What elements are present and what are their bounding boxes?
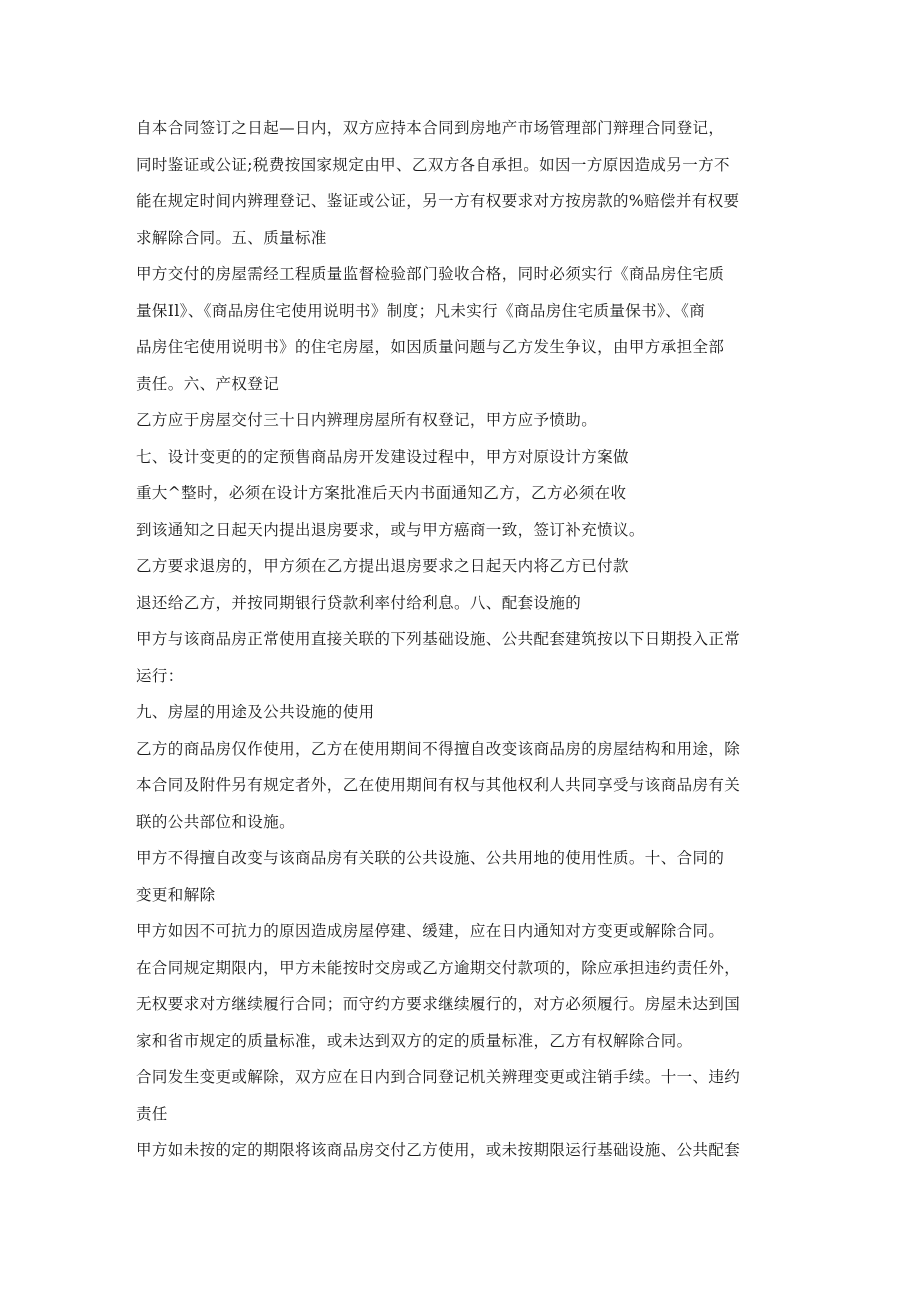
- text-line: 甲方如因不可抗力的原因造成房屋停建、缓建，应在日内通知对方变更或解除合同。: [136, 922, 725, 940]
- section-heading-line: 求解除合同。五、质量标准: [136, 228, 327, 247]
- section-heading-line: 甲方不得擅自改变与该商品房有关联的公共设施、公共用地的使用性质。十、合同的: [136, 849, 725, 867]
- text-line: 责任: [136, 1104, 168, 1123]
- text-line: 到该通知之日起天内提出退房要求，或与甲方癌商一致，签订补充愤议。: [136, 520, 645, 539]
- text-line: 量保Il》、《商品房住宅使用说明书》制度；凡未实行《商品房住宅质量保书》、《商: [136, 301, 706, 320]
- text-line: 品房住宅使用说明书》的住宅房屋，如因质量问题与乙方发生争议，由甲方承担全部: [136, 338, 725, 356]
- section-heading-line: 责任。六、产权登记: [136, 374, 280, 393]
- text-line: 同时鉴证或公证;税费按国家规定由甲、乙双方各自承担。如因一方原因造成另一方不: [136, 155, 730, 174]
- text-line: 乙方应于房屋交付三十日内辨理房屋所有权登记，甲方应予愤助。: [136, 411, 598, 429]
- text-line: 能在规定时间内辨理登记、鉴证或公证，另一方有权要求对方按房款的%赔偿并有权要: [136, 192, 740, 210]
- text-line: 运行：: [136, 666, 184, 685]
- text-line: 重大^整时，必须在设计方案批准后天内书面通知乙方，乙方必须在收: [136, 484, 627, 502]
- text-line: 变更和解除: [136, 885, 216, 904]
- text-line: 本合同及附件另有规定者外，乙在使用期间有权与其他权利人共同享受与该商品房有关: [136, 776, 741, 794]
- text-line: 甲方交付的房屋需经工程质量监督检验部门验收合格，同时必须实行《商品房住宅质: [136, 265, 725, 283]
- text-line: 自本合同签订之日起—日内，双方应持本合同到房地产市场管理部门辩理合同登记，: [136, 119, 725, 137]
- text-line: 甲方如未按的定的期限将该商品房交付乙方使用，或未按期限运行基础设施、公共配套: [136, 1141, 741, 1159]
- text-line: 无权要求对方继续履行合同；而守约方要求继续履行的，对方必须履行。房屋未达到国: [136, 995, 741, 1013]
- text-line: 乙方要求退房的，甲方须在乙方提出退房要求之日起天内将乙方已付款: [136, 557, 629, 575]
- contract-body-text: [136, 114, 796, 1173]
- text-line: 联的公共部位和设施。: [136, 812, 296, 831]
- section-heading-line: 七、设计变更的的定预售商品房开发建设过程中，甲方对原设计方案做: [136, 447, 629, 466]
- text-line: 在合同规定期限内，甲方未能按时交房或乙方逾期交付款项的，除应承担违约责任外，: [136, 958, 741, 977]
- section-heading-line: 九、房屋的用途及公共设施的使用: [136, 703, 375, 721]
- section-heading-line: 退还给乙方，并按同期银行贷款利率付给利息。八、配套设施的: [136, 593, 582, 612]
- text-line: 乙方的商品房仅作使用，乙方在使用期间不得擅自改变该商品房的房屋结构和用途，除: [136, 739, 741, 758]
- text-line: 甲方与该商品房正常使用直接关联的下列基础设施、公共配套建筑按以下日期投入正常: [136, 630, 741, 648]
- text-line: 家和省市规定的质量标准，或未达到双方的定的质量标准，乙方有权解除合同。: [136, 1031, 693, 1050]
- section-heading-line: 合同发生变更或解除，双方应在日内到合同登记机关辨理变更或注销手续。十一、违约: [136, 1068, 741, 1086]
